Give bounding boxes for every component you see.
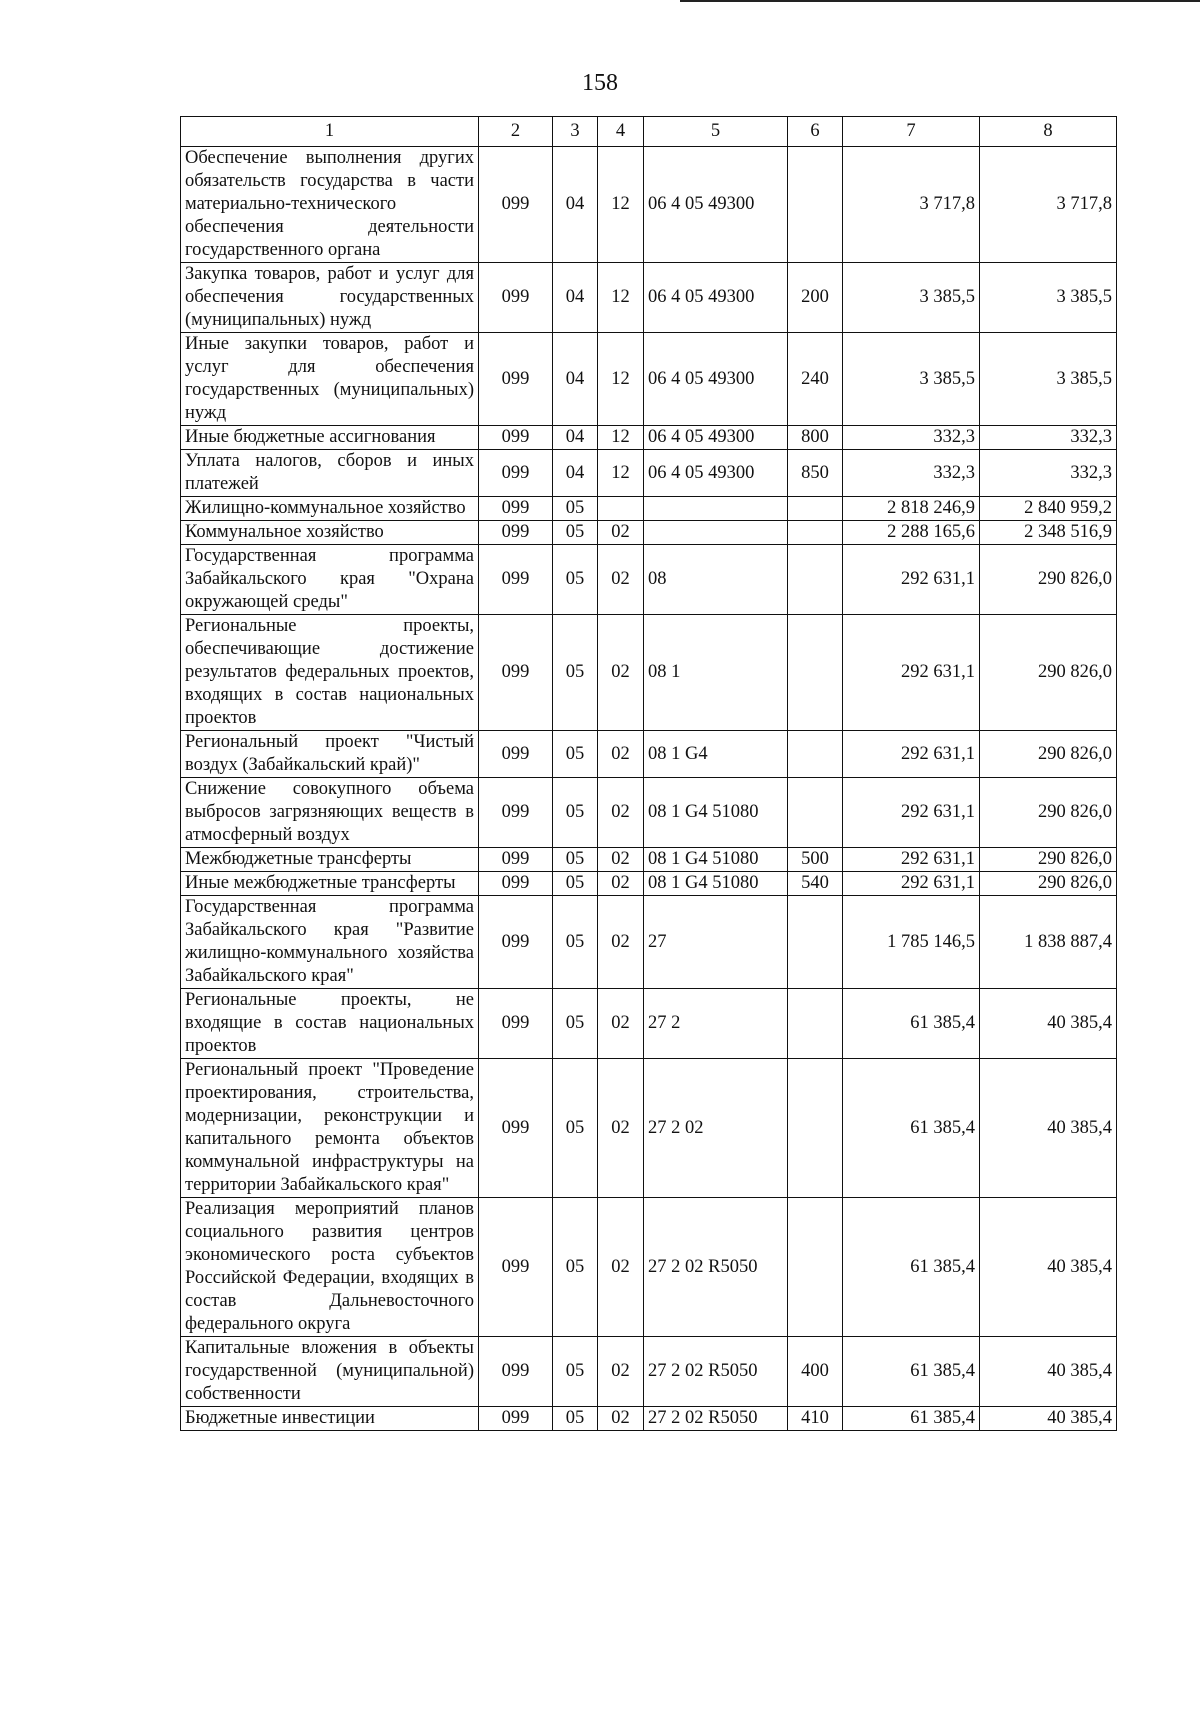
- amount-year2-cell: 3 385,5: [980, 333, 1117, 426]
- expense-type-cell: 240: [788, 333, 843, 426]
- amount-year2-cell: 40 385,4: [980, 1337, 1117, 1407]
- table-header-row: [181, 117, 1117, 147]
- section-cell: 04: [553, 426, 598, 450]
- table-body: [181, 147, 1117, 1431]
- expense-type-cell: [788, 615, 843, 731]
- gr-code-cell: 099: [479, 333, 553, 426]
- section-cell: 05: [553, 1198, 598, 1337]
- amount-year2-cell: 3 385,5: [980, 263, 1117, 333]
- amount-year2-cell: 290 826,0: [980, 872, 1117, 896]
- amount-year2-cell: 1 838 887,4: [980, 896, 1117, 989]
- section-cell: 05: [553, 731, 598, 778]
- table-row: [181, 989, 1117, 1059]
- target-article-cell: 08 1: [644, 615, 788, 731]
- expense-type-cell: [788, 731, 843, 778]
- target-article-cell: 08: [644, 545, 788, 615]
- table-row: [181, 1059, 1117, 1198]
- row-name-cell: Иные межбюджетные трансферты: [181, 872, 479, 896]
- expense-type-cell: [788, 545, 843, 615]
- subsection-cell: 02: [598, 1198, 644, 1337]
- row-name-cell: Жилищно-коммунальное хозяйство: [181, 497, 479, 521]
- subsection-cell: 02: [598, 896, 644, 989]
- table-row: [181, 1407, 1117, 1431]
- budget-table: [180, 116, 1117, 1431]
- section-cell: 05: [553, 1059, 598, 1198]
- gr-code-cell: 099: [479, 778, 553, 848]
- target-article-cell: 06 4 05 49300: [644, 333, 788, 426]
- row-name-cell: Региональный проект "Проведение проектирования, строительства, модернизации, реконструкции и капитального ремонта объектов коммунальной инфраструктуры на территории Забайкальского края": [181, 1059, 479, 1198]
- gr-code-cell: 099: [479, 848, 553, 872]
- gr-code-cell: 099: [479, 521, 553, 545]
- expense-type-cell: [788, 1059, 843, 1198]
- subsection-cell: 02: [598, 1337, 644, 1407]
- table-row: [181, 497, 1117, 521]
- row-name-cell: Уплата налогов, сборов и иных платежей: [181, 450, 479, 497]
- table-row: [181, 848, 1117, 872]
- subsection-cell: 12: [598, 426, 644, 450]
- column-header: 8: [980, 117, 1117, 147]
- subsection-cell: 12: [598, 333, 644, 426]
- page-number: 158: [582, 70, 618, 96]
- amount-year2-cell: 40 385,4: [980, 989, 1117, 1059]
- section-cell: 05: [553, 1337, 598, 1407]
- row-name-cell: Обеспечение выполнения других обязательств государства в части материально-технического обеспечения деятельности государственного органа: [181, 147, 479, 263]
- subsection-cell: 12: [598, 450, 644, 497]
- amount-year1-cell: 292 631,1: [843, 731, 980, 778]
- amount-year1-cell: 332,3: [843, 426, 980, 450]
- amount-year2-cell: 40 385,4: [980, 1059, 1117, 1198]
- amount-year1-cell: 2 288 165,6: [843, 521, 980, 545]
- subsection-cell: 02: [598, 615, 644, 731]
- amount-year1-cell: 61 385,4: [843, 1407, 980, 1431]
- row-name-cell: Иные закупки товаров, работ и услуг для обеспечения государственных (муниципальных) нужд: [181, 333, 479, 426]
- row-name-cell: Региональный проект "Чистый воздух (Забайкальский край)": [181, 731, 479, 778]
- row-name-cell: Капитальные вложения в объекты государственной (муниципальной) собственности: [181, 1337, 479, 1407]
- column-header: 7: [843, 117, 980, 147]
- expense-type-cell: [788, 147, 843, 263]
- section-cell: 05: [553, 872, 598, 896]
- column-header: 3: [553, 117, 598, 147]
- subsection-cell: [598, 497, 644, 521]
- gr-code-cell: 099: [479, 497, 553, 521]
- target-article-cell: 06 4 05 49300: [644, 450, 788, 497]
- column-header: 4: [598, 117, 644, 147]
- target-article-cell: 08 1 G4 51080: [644, 778, 788, 848]
- expense-type-cell: [788, 896, 843, 989]
- gr-code-cell: 099: [479, 989, 553, 1059]
- expense-type-cell: [788, 778, 843, 848]
- section-cell: 04: [553, 333, 598, 426]
- row-name-cell: Государственная программа Забайкальского края "Охрана окружающей среды": [181, 545, 479, 615]
- column-header: 2: [479, 117, 553, 147]
- amount-year2-cell: 290 826,0: [980, 778, 1117, 848]
- subsection-cell: 02: [598, 1407, 644, 1431]
- target-article-cell: [644, 497, 788, 521]
- gr-code-cell: 099: [479, 896, 553, 989]
- row-name-cell: Бюджетные инвестиции: [181, 1407, 479, 1431]
- amount-year1-cell: 292 631,1: [843, 848, 980, 872]
- amount-year1-cell: 292 631,1: [843, 778, 980, 848]
- amount-year1-cell: 292 631,1: [843, 615, 980, 731]
- target-article-cell: 27 2 02 R5050: [644, 1407, 788, 1431]
- subsection-cell: 02: [598, 1059, 644, 1198]
- row-name-cell: Снижение совокупного объема выбросов загрязняющих веществ в атмосферный воздух: [181, 778, 479, 848]
- target-article-cell: 06 4 05 49300: [644, 263, 788, 333]
- subsection-cell: 12: [598, 147, 644, 263]
- amount-year1-cell: 61 385,4: [843, 1198, 980, 1337]
- amount-year2-cell: 290 826,0: [980, 615, 1117, 731]
- table-row: [181, 426, 1117, 450]
- gr-code-cell: 099: [479, 450, 553, 497]
- amount-year1-cell: 1 785 146,5: [843, 896, 980, 989]
- row-name-cell: Региональные проекты, обеспечивающие достижение результатов федеральных проектов, входящих в состав национальных проектов: [181, 615, 479, 731]
- section-cell: 04: [553, 450, 598, 497]
- gr-code-cell: 099: [479, 1407, 553, 1431]
- column-header: 1: [181, 117, 479, 147]
- row-name-cell: Региональные проекты, не входящие в состав национальных проектов: [181, 989, 479, 1059]
- subsection-cell: 02: [598, 778, 644, 848]
- target-article-cell: 08 1 G4 51080: [644, 848, 788, 872]
- section-cell: 05: [553, 896, 598, 989]
- gr-code-cell: 099: [479, 1059, 553, 1198]
- expense-type-cell: 200: [788, 263, 843, 333]
- amount-year2-cell: 332,3: [980, 450, 1117, 497]
- amount-year2-cell: 2 348 516,9: [980, 521, 1117, 545]
- amount-year1-cell: 3 385,5: [843, 333, 980, 426]
- gr-code-cell: 099: [479, 147, 553, 263]
- section-cell: 05: [553, 521, 598, 545]
- row-name-cell: Закупка товаров, работ и услуг для обеспечения государственных (муниципальных) нужд: [181, 263, 479, 333]
- amount-year1-cell: 292 631,1: [843, 872, 980, 896]
- table-row: [181, 731, 1117, 778]
- gr-code-cell: 099: [479, 872, 553, 896]
- expense-type-cell: [788, 989, 843, 1059]
- table-row: [181, 333, 1117, 426]
- gr-code-cell: 099: [479, 731, 553, 778]
- target-article-cell: 27 2 02 R5050: [644, 1337, 788, 1407]
- subsection-cell: 02: [598, 989, 644, 1059]
- target-article-cell: 08 1 G4: [644, 731, 788, 778]
- subsection-cell: 02: [598, 848, 644, 872]
- table-row: [181, 521, 1117, 545]
- section-cell: 05: [553, 1407, 598, 1431]
- expense-type-cell: 400: [788, 1337, 843, 1407]
- gr-code-cell: 099: [479, 1337, 553, 1407]
- expense-type-cell: [788, 1198, 843, 1337]
- column-header: 5: [644, 117, 788, 147]
- amount-year2-cell: 290 826,0: [980, 545, 1117, 615]
- row-name-cell: Реализация мероприятий планов социального развития центров экономического роста субъектов Российской Федерации, входящих в состав Дальневосточного федерального округа: [181, 1198, 479, 1337]
- row-name-cell: Государственная программа Забайкальского края "Развитие жилищно-коммунального хозяйства Забайкальского края": [181, 896, 479, 989]
- section-cell: 05: [553, 989, 598, 1059]
- section-cell: 04: [553, 147, 598, 263]
- amount-year1-cell: 61 385,4: [843, 1059, 980, 1198]
- table-row: [181, 1198, 1117, 1337]
- table-row: [181, 778, 1117, 848]
- expense-type-cell: 410: [788, 1407, 843, 1431]
- amount-year1-cell: 61 385,4: [843, 1337, 980, 1407]
- subsection-cell: 02: [598, 731, 644, 778]
- table-row: [181, 545, 1117, 615]
- subsection-cell: 02: [598, 872, 644, 896]
- table-row: [181, 872, 1117, 896]
- amount-year1-cell: 332,3: [843, 450, 980, 497]
- expense-type-cell: 500: [788, 848, 843, 872]
- amount-year2-cell: 40 385,4: [980, 1407, 1117, 1431]
- target-article-cell: 27 2 02: [644, 1059, 788, 1198]
- gr-code-cell: 099: [479, 545, 553, 615]
- table-row: [181, 896, 1117, 989]
- gr-code-cell: 099: [479, 263, 553, 333]
- table-row: [181, 263, 1117, 333]
- amount-year1-cell: 3 717,8: [843, 147, 980, 263]
- expense-type-cell: [788, 497, 843, 521]
- target-article-cell: 06 4 05 49300: [644, 426, 788, 450]
- table-row: [181, 1337, 1117, 1407]
- target-article-cell: 08 1 G4 51080: [644, 872, 788, 896]
- table-row: [181, 615, 1117, 731]
- expense-type-cell: 540: [788, 872, 843, 896]
- target-article-cell: 27: [644, 896, 788, 989]
- column-header: 6: [788, 117, 843, 147]
- subsection-cell: 12: [598, 263, 644, 333]
- expense-type-cell: 850: [788, 450, 843, 497]
- subsection-cell: 02: [598, 545, 644, 615]
- amount-year2-cell: 2 840 959,2: [980, 497, 1117, 521]
- section-cell: 05: [553, 778, 598, 848]
- row-name-cell: Межбюджетные трансферты: [181, 848, 479, 872]
- gr-code-cell: 099: [479, 426, 553, 450]
- section-cell: 05: [553, 545, 598, 615]
- expense-type-cell: [788, 521, 843, 545]
- table-row: [181, 450, 1117, 497]
- section-cell: 05: [553, 848, 598, 872]
- amount-year1-cell: 61 385,4: [843, 989, 980, 1059]
- amount-year1-cell: 292 631,1: [843, 545, 980, 615]
- amount-year2-cell: 290 826,0: [980, 848, 1117, 872]
- target-article-cell: 27 2: [644, 989, 788, 1059]
- row-name-cell: Коммунальное хозяйство: [181, 521, 479, 545]
- subsection-cell: 02: [598, 521, 644, 545]
- section-cell: 05: [553, 615, 598, 731]
- amount-year2-cell: 332,3: [980, 426, 1117, 450]
- target-article-cell: 06 4 05 49300: [644, 147, 788, 263]
- section-cell: 04: [553, 263, 598, 333]
- top-rule: [680, 0, 1200, 2]
- row-name-cell: Иные бюджетные ассигнования: [181, 426, 479, 450]
- table-row: [181, 147, 1117, 263]
- amount-year2-cell: 290 826,0: [980, 731, 1117, 778]
- target-article-cell: [644, 521, 788, 545]
- expense-type-cell: 800: [788, 426, 843, 450]
- gr-code-cell: 099: [479, 1198, 553, 1337]
- section-cell: 05: [553, 497, 598, 521]
- amount-year1-cell: 2 818 246,9: [843, 497, 980, 521]
- gr-code-cell: 099: [479, 615, 553, 731]
- amount-year2-cell: 40 385,4: [980, 1198, 1117, 1337]
- target-article-cell: 27 2 02 R5050: [644, 1198, 788, 1337]
- amount-year2-cell: 3 717,8: [980, 147, 1117, 263]
- amount-year1-cell: 3 385,5: [843, 263, 980, 333]
